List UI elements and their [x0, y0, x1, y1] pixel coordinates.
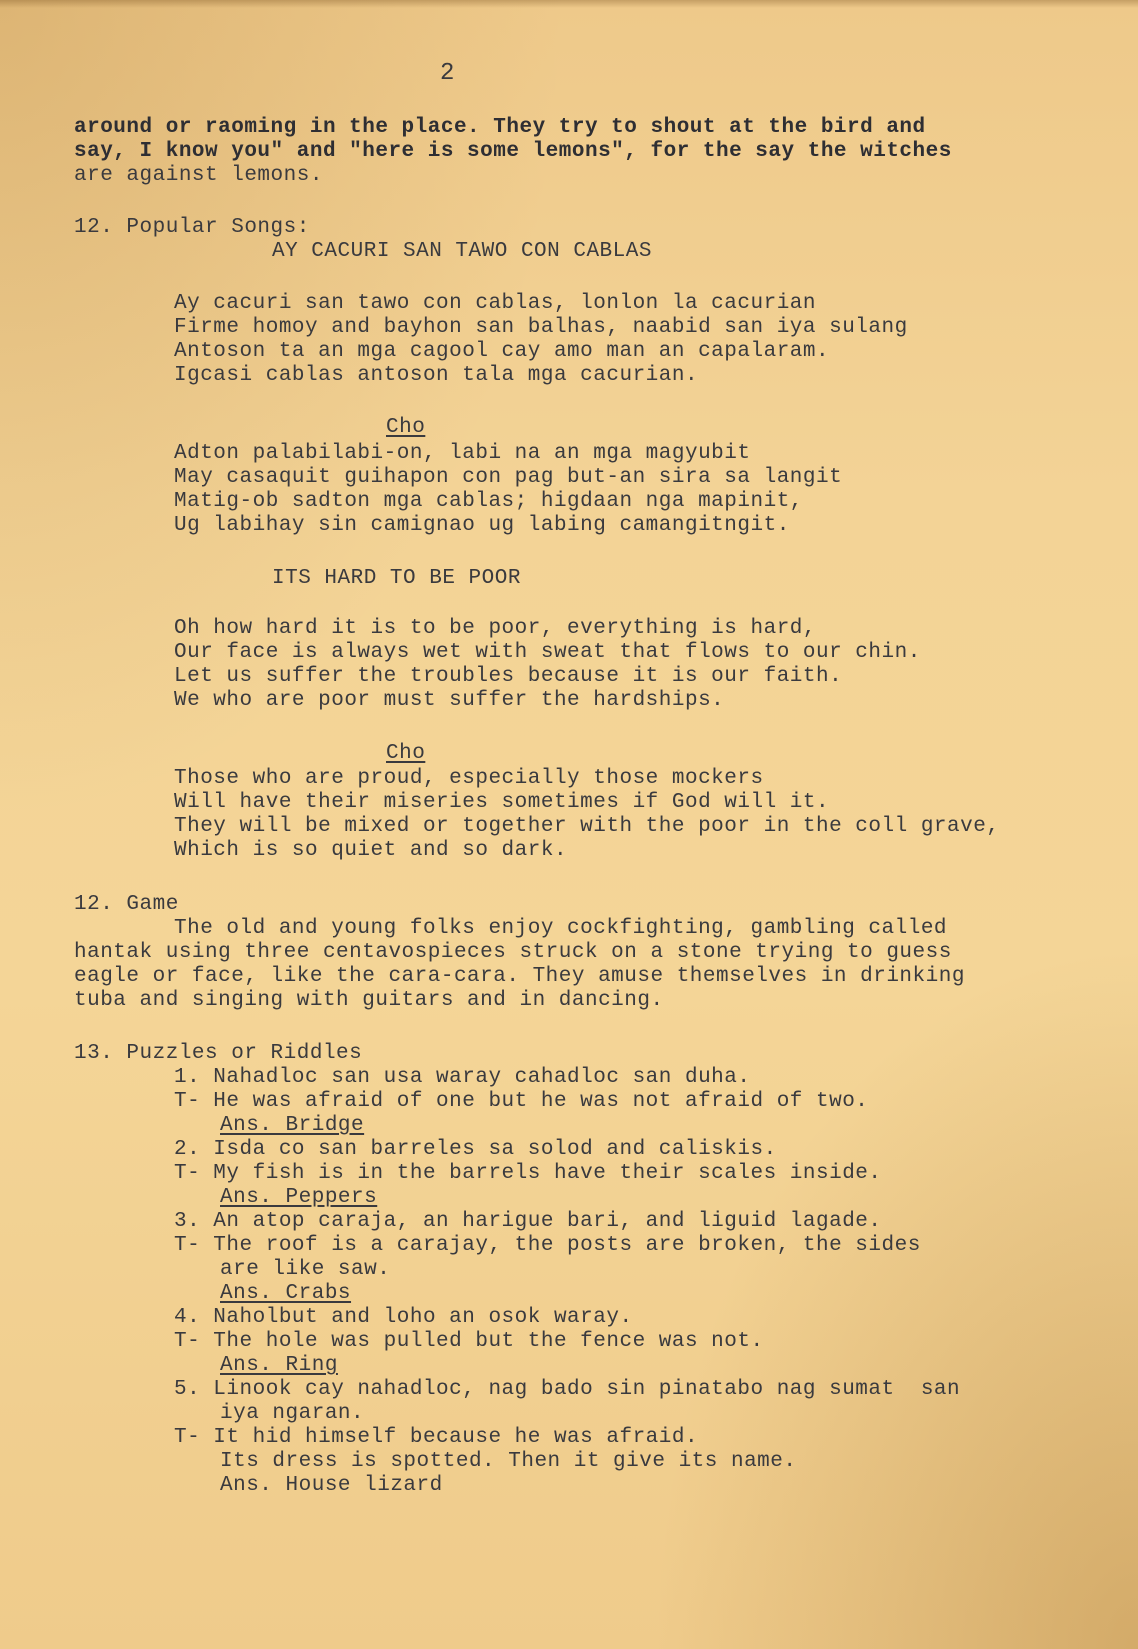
- riddle-line: T- It hid himself because he was afraid.: [174, 1426, 699, 1449]
- chorus-line: Adton palabilabi-on, labi na an mga magyubit: [174, 442, 751, 465]
- chorus-line: Which is so quiet and so dark.: [174, 839, 568, 862]
- intro-line: around or raoming in the place. They try to shout at the bird and: [74, 116, 926, 139]
- chorus-line: Matig-ob sadton mga cablas; higdaan nga mapinit,: [174, 490, 803, 513]
- game-line: eagle or face, like the cara-cara. They amuse themselves in drinking: [74, 965, 965, 988]
- song-line: Oh how hard it is to be poor, everything is hard,: [174, 617, 817, 640]
- riddle-line: T- The roof is a carajay, the posts are broken, the sides: [174, 1234, 921, 1257]
- riddle-answer: Ans. Bridge: [220, 1114, 365, 1137]
- riddle-line: T- He was afraid of one but he was not afraid of two.: [174, 1090, 869, 1113]
- song-line: Firme homoy and bayhon san balhas, naabid san iya sulang: [174, 316, 908, 339]
- intro-line: are against lemons.: [74, 164, 323, 187]
- riddle-line: 2. Isda co san barreles sa solod and caliskis.: [174, 1138, 777, 1161]
- section-heading-songs: 12. Popular Songs:: [74, 216, 310, 239]
- game-line: tuba and singing with guitars and in dancing.: [74, 989, 664, 1012]
- song-line: Our face is always wet with sweat that flows to our chin.: [174, 641, 921, 664]
- song-title: AY CACURI SAN TAWO CON CABLAS: [272, 240, 652, 263]
- section-heading-game: 12. Game: [74, 893, 179, 916]
- chorus-line: May casaquit guihapon con pag but-an sira sa langit: [174, 466, 843, 489]
- page-number: 2: [440, 60, 455, 87]
- song-title: ITS HARD TO BE POOR: [272, 567, 521, 590]
- riddle-line: are like saw.: [220, 1258, 391, 1281]
- song-line: Let us suffer the troubles because it is our faith.: [174, 665, 843, 688]
- chorus-label: Cho: [386, 742, 426, 765]
- riddle-line: 3. An atop caraja, an harigue bari, and liguid lagade.: [174, 1210, 882, 1233]
- riddle-line: Its dress is spotted. Then it give its name.: [220, 1450, 797, 1473]
- riddle-line: 4. Naholbut and loho an osok waray.: [174, 1306, 633, 1329]
- riddle-answer: Ans. Peppers: [220, 1186, 378, 1209]
- riddle-line: T- The hole was pulled but the fence was not.: [174, 1330, 764, 1353]
- paper-edge-shadow: [0, 0, 1138, 8]
- riddle-answer: Ans. Crabs: [220, 1282, 352, 1305]
- game-line: The old and young folks enjoy cockfighting, gambling called: [174, 917, 948, 940]
- chorus-line: They will be mixed or together with the poor in the coll grave,: [174, 815, 1000, 838]
- chorus-line: Those who are proud, especially those mockers: [174, 767, 764, 790]
- riddle-answer: Ans. Ring: [220, 1354, 338, 1377]
- song-line: Antoson ta an mga cagool cay amo man an capalaram.: [174, 340, 830, 363]
- chorus-line: Will have their miseries sometimes if God will it.: [174, 791, 830, 814]
- song-line: We who are poor must suffer the hardships.: [174, 689, 725, 712]
- section-heading-riddles: 13. Puzzles or Riddles: [74, 1042, 363, 1065]
- riddle-answer: Ans. House lizard: [220, 1474, 443, 1497]
- song-line: Ay cacuri san tawo con cablas, lonlon la cacurian: [174, 292, 817, 315]
- chorus-line: Ug labihay sin camignao ug labing camangitngit.: [174, 514, 790, 537]
- intro-line: say, I know you" and "here is some lemons", for the say the witches: [74, 140, 952, 163]
- riddle-line: iya ngaran.: [220, 1402, 365, 1425]
- riddle-line: 1. Nahadloc san usa waray cahadloc san duha.: [174, 1066, 751, 1089]
- riddle-line: 5. Linook cay nahadloc, nag bado sin pinatabo nag sumat san: [174, 1378, 961, 1401]
- riddle-line: T- My fish is in the barrels have their scales inside.: [174, 1162, 882, 1185]
- chorus-label: Cho: [386, 416, 426, 439]
- song-line: Igcasi cablas antoson tala mga cacurian.: [174, 364, 699, 387]
- game-line: hantak using three centavospieces struck on a stone trying to guess: [74, 941, 952, 964]
